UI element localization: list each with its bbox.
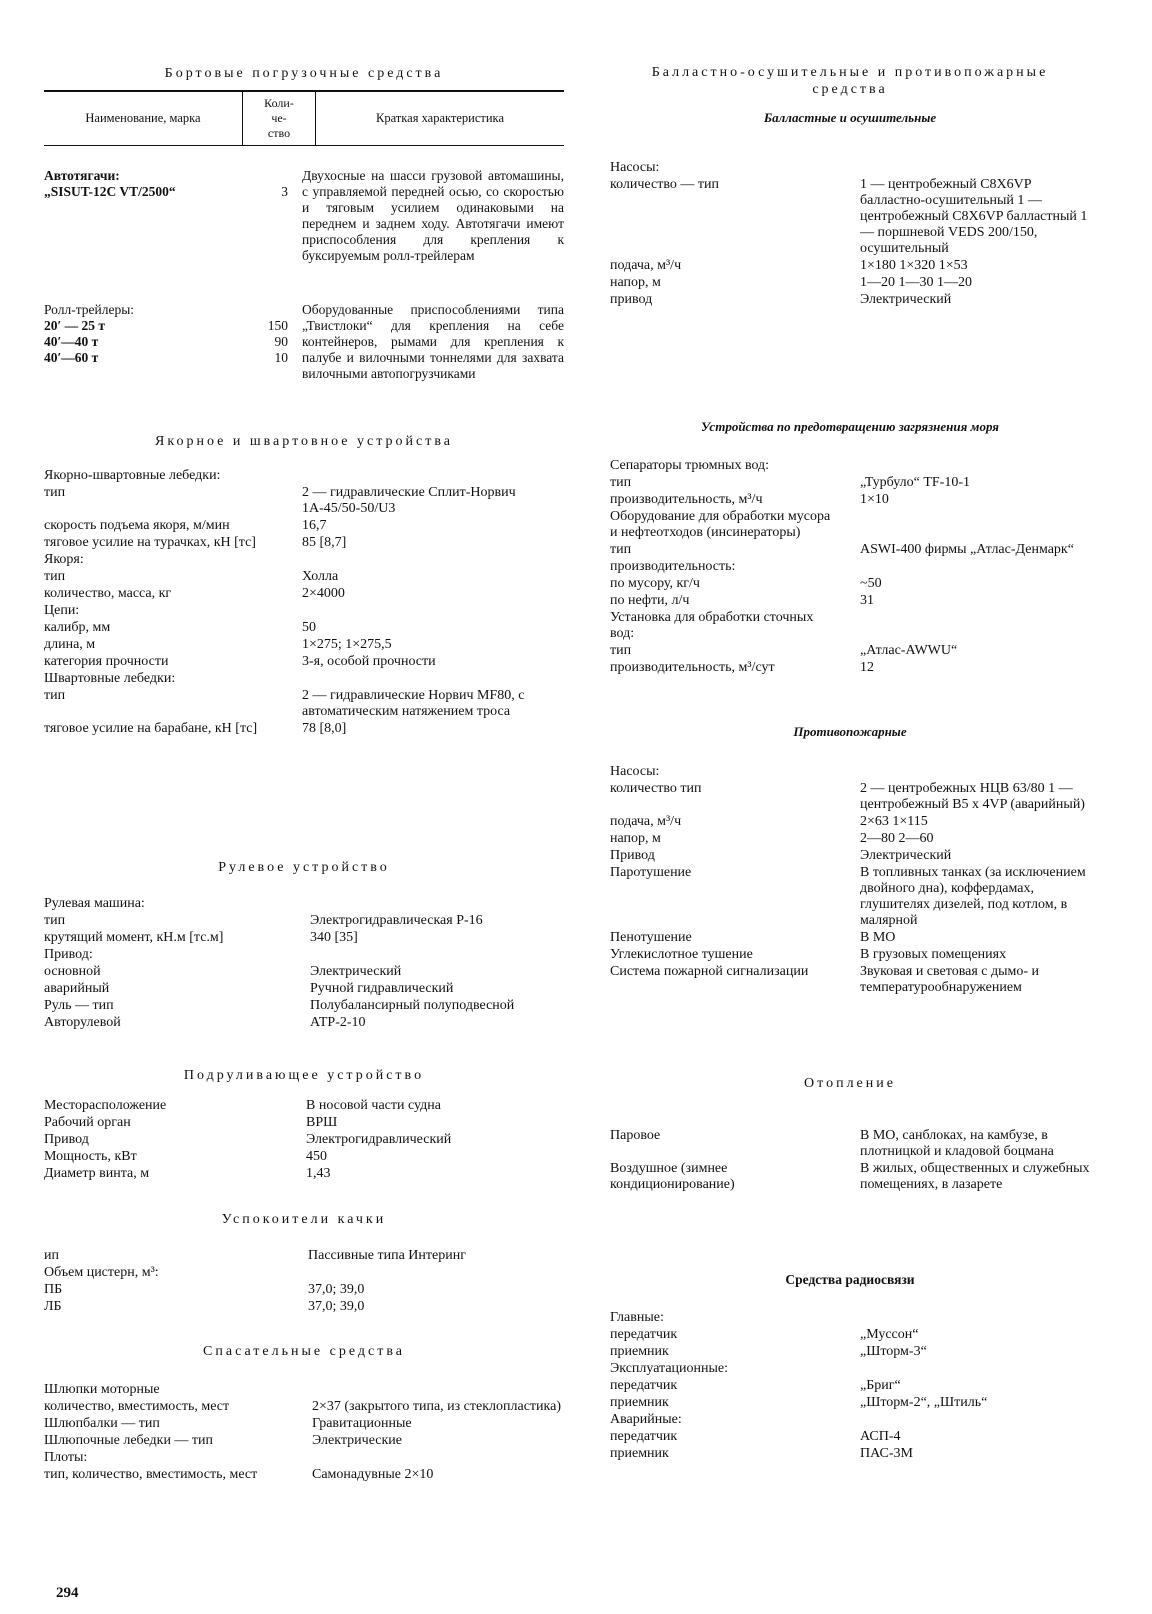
- spec-value: 2—80 2—60: [860, 831, 934, 846]
- spec-row: [44, 1166, 564, 1182]
- spec-value: Электрический: [860, 292, 952, 307]
- spec-label: Паровое: [610, 1128, 661, 1143]
- spec-row: [44, 603, 564, 619]
- spec-row: [610, 559, 1090, 575]
- spec-row: [610, 475, 1090, 491]
- spec-value: „Шторм-3“: [860, 1344, 927, 1359]
- spec-row: [44, 1399, 564, 1415]
- spec-label: Установка для обработки сточных вод:: [610, 610, 814, 641]
- rescue-rows: [44, 1382, 564, 1483]
- stabilizers-rows: [44, 1248, 564, 1315]
- spec-value: Гравитационные: [312, 1416, 412, 1431]
- spec-row: [44, 1132, 564, 1148]
- spec-label: тип: [44, 913, 66, 928]
- spec-row: [44, 1467, 564, 1483]
- spec-label: количество тип: [610, 781, 702, 796]
- spec-value: 340 [35]: [310, 930, 358, 945]
- spec-row: [44, 569, 564, 585]
- spec-value: В топливных танках (за исключением двойного дна), коффердамах, глушителях дизелей, под котлом, в малярной: [860, 865, 1086, 928]
- spec-row: [610, 1446, 1090, 1462]
- spec-label: производительность, м³/сут: [610, 660, 775, 675]
- spec-value: „Бриг“: [860, 1378, 901, 1393]
- spec-row: [44, 1416, 564, 1432]
- spec-row: [44, 1015, 564, 1031]
- spec-row: [610, 781, 1090, 813]
- spec-row: [610, 576, 1090, 592]
- spec-row: [44, 468, 564, 484]
- section-title: Спасательные средства: [203, 1344, 405, 1359]
- row-label: Автотягачи:: [44, 168, 120, 183]
- spec-row: [610, 660, 1090, 676]
- spec-value: [860, 160, 1090, 176]
- anchor-section: [44, 434, 564, 738]
- spec-value: [860, 1412, 1090, 1428]
- spec-row: [44, 1248, 564, 1264]
- row-label: „SISUT-12C VT/2500“: [44, 184, 176, 199]
- section-title: Отопление: [804, 1076, 896, 1091]
- spec-row: [44, 998, 564, 1014]
- spec-value: 1×10: [860, 492, 889, 507]
- spec-label: Углекислотное тушение: [610, 947, 753, 962]
- spec-label: ип: [44, 1248, 59, 1263]
- section-title: Балластно-осушительные и противопожарные средства: [651, 65, 1049, 97]
- spec-label: Система пожарной сигнализации: [610, 964, 809, 979]
- spec-value: [860, 764, 1090, 780]
- spec-value: 2 — центробежных НЦВ 63/80 1 — центробежный B5 x 4VP (аварийный): [860, 781, 1085, 812]
- spec-value: Полубалансирный полуподвесной: [310, 998, 515, 1013]
- spec-row: [44, 485, 564, 517]
- spec-row: [44, 721, 564, 737]
- spec-row: [44, 552, 564, 568]
- table-header: Краткая характеристика: [316, 91, 565, 146]
- spec-value: [860, 509, 1090, 541]
- subsection-title: Устройства по предотвращению загрязнения моря: [701, 419, 999, 434]
- spec-value: 1×180 1×320 1×53: [860, 258, 968, 273]
- spec-label: подача, м³/ч: [610, 814, 682, 829]
- spec-value: [860, 559, 1090, 575]
- spec-row: [610, 492, 1090, 508]
- spec-label: приемник: [610, 1395, 669, 1410]
- spec-row: [610, 831, 1090, 847]
- spec-value: 2 — гидравлические Норвич MF80, с автоматическим натяжением троса: [302, 688, 525, 719]
- spec-label: Эксплуатационные:: [610, 1361, 729, 1376]
- spec-row: [610, 1310, 1090, 1326]
- spec-label: производительность, м³/ч: [610, 492, 763, 507]
- spec-label: тип, количество, вместимость, мест: [44, 1467, 258, 1482]
- spec-value: [302, 468, 564, 484]
- spec-label: передатчик: [610, 1429, 678, 1444]
- spec-row: [610, 458, 1090, 474]
- spec-label: Пенотушение: [610, 930, 692, 945]
- spec-value: В носовой части судна: [306, 1098, 441, 1113]
- spec-value: Холла: [302, 569, 339, 584]
- spec-label: Сепараторы трюмных вод:: [610, 458, 770, 473]
- spec-label: Диаметр винта, м: [44, 1166, 150, 1181]
- spec-value: ВРШ: [306, 1115, 338, 1130]
- spec-value: [860, 610, 1090, 642]
- spec-value: Электрогидравлический: [306, 1132, 452, 1147]
- spec-value: Электрический: [310, 964, 402, 979]
- steering-rows: [44, 896, 564, 1031]
- spec-label: тип: [610, 542, 632, 557]
- spec-label: Якоря:: [44, 552, 84, 567]
- spec-label: Плоты:: [44, 1450, 88, 1465]
- spec-value: 2 — гидравлические Сплит-Норвич 1А-45/50-50/U3: [302, 485, 516, 516]
- spec-value: Звуковая и световая с дымо- и температурообнаружением: [860, 964, 1040, 995]
- row-qty: 90: [274, 334, 288, 349]
- spec-label: категория прочности: [44, 654, 169, 669]
- spec-label: Рабочий орган: [44, 1115, 131, 1130]
- spec-label: тип: [44, 569, 66, 584]
- spec-row: [610, 1344, 1090, 1360]
- spec-row: [44, 1098, 564, 1114]
- spec-value: 1×275; 1×275,5: [302, 637, 392, 652]
- spec-value: „Шторм-2“, „Штиль“: [860, 1395, 988, 1410]
- spec-label: по мусору, кг/ч: [610, 576, 700, 591]
- spec-label: тип: [610, 643, 632, 658]
- spec-value: ~50: [860, 576, 882, 591]
- spec-label: приемник: [610, 1446, 669, 1461]
- row-desc: Оборудованные приспособлениями типа „Твистлоки“ для крепления на себе контейнеров, рымами для крепления к палубе и вилочными тоннелями для захвата вилочными автопогрузчиками: [302, 302, 564, 381]
- spec-label: передатчик: [610, 1327, 678, 1342]
- table-header: Наименование, марка: [44, 91, 243, 146]
- spec-value: 37,0; 39,0: [308, 1299, 365, 1314]
- spec-value: 16,7: [302, 518, 327, 533]
- spec-label: количество, вместимость, мест: [44, 1399, 230, 1414]
- spec-value: 450: [306, 1149, 327, 1164]
- spec-value: 1,43: [306, 1166, 331, 1181]
- spec-row: [610, 1395, 1090, 1411]
- row-qty: 10: [274, 350, 288, 365]
- spec-value: Ручной гидравлический: [310, 981, 454, 996]
- spec-label: Рулевая машина:: [44, 896, 145, 911]
- spec-label: по нефти, л/ч: [610, 593, 690, 608]
- spec-label: производительность:: [610, 559, 736, 574]
- ballast-rows: [610, 160, 1090, 309]
- spec-row: [610, 542, 1090, 558]
- spec-row: [610, 258, 1090, 274]
- section-title: Рулевое устройство: [218, 860, 390, 875]
- section-title: Якорное и швартовное устройства: [155, 434, 453, 449]
- spec-label: Цепи:: [44, 603, 80, 618]
- spec-row: [44, 1115, 564, 1131]
- spec-value: Пассивные типа Интеринг: [308, 1248, 466, 1263]
- spec-label: Главные:: [610, 1310, 664, 1325]
- spec-value: „Турбуло“ TF-10-1: [860, 475, 971, 490]
- spec-label: ЛБ: [44, 1299, 62, 1314]
- radio-rows: [610, 1310, 1090, 1463]
- stabilizers-section: [44, 1212, 564, 1316]
- spec-value: 85 [8,7]: [302, 535, 347, 550]
- spec-row: [44, 913, 564, 929]
- spec-label: тип: [44, 688, 66, 703]
- spec-row: [610, 509, 1090, 541]
- spec-value: В жилых, общественных и служебных помещениях, в лазарете: [860, 1161, 1090, 1192]
- spec-row: [44, 947, 564, 963]
- spec-label: тип: [44, 485, 66, 500]
- spec-label: Привод: [610, 848, 655, 863]
- spec-label: Привод:: [44, 947, 93, 962]
- spec-value: ASWI-400 фирмы „Атлас-Денмарк“: [860, 542, 1074, 557]
- spec-row: [44, 930, 564, 946]
- spec-label: приемник: [610, 1344, 669, 1359]
- spec-value: Электрогидравлическая Р-16: [310, 913, 483, 928]
- spec-label: тяговое усилие на турачках, кН [тс]: [44, 535, 256, 550]
- spec-label: Привод: [44, 1132, 89, 1147]
- section-title: Бортовые погрузочные средства: [164, 66, 444, 81]
- spec-label: Шлюпочные лебедки — тип: [44, 1433, 214, 1448]
- spec-value: [860, 458, 1090, 474]
- spec-value: [302, 671, 564, 687]
- spec-label: основной: [44, 964, 101, 979]
- spec-row: [610, 814, 1090, 830]
- thruster-rows: [44, 1098, 564, 1182]
- section-title: Средства радиосвязи: [785, 1272, 915, 1287]
- spec-value: „Муссон“: [860, 1327, 919, 1342]
- spec-row: [44, 964, 564, 980]
- spec-value: [312, 1450, 564, 1466]
- spec-value: [302, 603, 564, 619]
- spec-label: количество — тип: [610, 177, 719, 192]
- spec-label: напор, м: [610, 275, 661, 290]
- spec-value: 78 [8,0]: [302, 721, 347, 736]
- spec-row: [610, 1361, 1090, 1377]
- table-header: Коли- че- ство: [243, 91, 316, 146]
- spec-label: подача, м³/ч: [610, 258, 682, 273]
- spec-row: [44, 1299, 564, 1315]
- spec-label: тяговое усилие на барабане, кН [тс]: [44, 721, 258, 736]
- spec-value: 31: [860, 593, 874, 608]
- spec-row: [610, 593, 1090, 609]
- spec-value: 1 — центробежный C8X6VP балластно-осушительный 1 — центробежный C8X6VP балластный 1 — поршневой VEDS 200/150, осушительный: [860, 177, 1088, 256]
- spec-label: Якорно-швартовные лебедки:: [44, 468, 221, 483]
- spec-label: Авторулевой: [44, 1015, 121, 1030]
- spec-row: [44, 637, 564, 653]
- spec-value: АТР-2-10: [310, 1015, 366, 1030]
- spec-value: Электрические: [312, 1433, 402, 1448]
- spec-label: скорость подъема якоря, м/мин: [44, 518, 230, 533]
- spec-row: [44, 535, 564, 551]
- spec-row: [44, 1433, 564, 1449]
- spec-value: [310, 896, 564, 912]
- spec-row: [610, 764, 1090, 780]
- spec-row: [44, 1265, 564, 1281]
- section-title: Подруливающее устройство: [183, 1068, 425, 1083]
- fire-rows: [610, 764, 1090, 997]
- spec-value: В МО: [860, 930, 896, 945]
- spec-value: [310, 947, 564, 963]
- spec-label: аварийный: [44, 981, 110, 996]
- spec-row: [610, 292, 1090, 308]
- spec-row: [44, 1149, 564, 1165]
- subsection-title: Балластные и осушительные: [763, 110, 937, 125]
- spec-row: [44, 518, 564, 534]
- spec-value: 2×37 (закрытого типа, из стеклопластика): [312, 1399, 561, 1414]
- page-number: 294: [56, 1585, 79, 1601]
- spec-value: 12: [860, 660, 874, 675]
- spec-label: Швартовные лебедки:: [44, 671, 176, 686]
- spec-value: „Атлас-AWWU“: [860, 643, 958, 658]
- spec-label: Паротушение: [610, 865, 692, 880]
- spec-value: [312, 1382, 564, 1398]
- thruster-section: [44, 1068, 564, 1183]
- spec-row: [44, 688, 564, 720]
- spec-value: 1—20 1—30 1—20: [860, 275, 972, 290]
- spec-row: [610, 1412, 1090, 1428]
- spec-row: [610, 1429, 1090, 1445]
- spec-row: [610, 1327, 1090, 1343]
- spec-label: калибр, мм: [44, 620, 111, 635]
- spec-row: [610, 848, 1090, 864]
- spec-value: 37,0; 39,0: [308, 1282, 365, 1297]
- spec-label: Шлюпбалки — тип: [44, 1416, 160, 1431]
- row-label: 40′—40 т: [44, 334, 99, 349]
- spec-label: Руль — тип: [44, 998, 114, 1013]
- spec-label: Шлюпки моторные: [44, 1382, 160, 1397]
- spec-row: [44, 671, 564, 687]
- spec-label: привод: [610, 292, 653, 307]
- spec-value: ПАС-3М: [860, 1446, 913, 1461]
- spec-label: Воздушное (зимнее кондиционирование): [610, 1161, 735, 1192]
- spec-label: Насосы:: [610, 160, 660, 175]
- spec-row: [44, 981, 564, 997]
- spec-label: ПБ: [44, 1282, 63, 1297]
- spec-value: Электрический: [860, 848, 952, 863]
- loading-table: [44, 90, 564, 146]
- steering-section: [44, 860, 564, 1032]
- spec-row: [610, 964, 1090, 996]
- spec-row: [610, 865, 1090, 929]
- spec-value: [302, 552, 564, 568]
- spec-value: [308, 1265, 564, 1281]
- spec-label: количество, масса, кг: [44, 586, 172, 601]
- spec-label: крутящий момент, кН.м [тс.м]: [44, 930, 224, 945]
- spec-row: [610, 160, 1090, 176]
- spec-value: Самонадувные 2×10: [312, 1467, 434, 1482]
- spec-row: [610, 930, 1090, 946]
- row-desc: Двухосные на шасси грузовой автомашины, с управляемой передней осью, со скоростью и тяговым усилием одинаковыми на переднем и заднем ходу. Автотягачи имеют приспособления для крепления к буксируемым ролл-трейлерам: [302, 168, 564, 263]
- spec-label: Аварийные:: [610, 1412, 682, 1427]
- spec-row: [610, 1378, 1090, 1394]
- spec-row: [610, 947, 1090, 963]
- spec-row: [44, 1282, 564, 1298]
- spec-label: Мощность, кВт: [44, 1149, 137, 1164]
- spec-value: АСП-4: [860, 1429, 901, 1444]
- heating-rows: [610, 1128, 1090, 1194]
- subsection-title: Противопожарные: [793, 724, 907, 739]
- spec-label: напор, м: [610, 831, 661, 846]
- spec-row: [44, 654, 564, 670]
- spec-label: Месторасположение: [44, 1098, 167, 1113]
- row-label: 40′—60 т: [44, 350, 99, 365]
- ballast-header: [650, 64, 1050, 126]
- spec-value: 2×4000: [302, 586, 345, 601]
- anchor-rows: [44, 468, 564, 737]
- spec-label: Насосы:: [610, 764, 660, 779]
- spec-row: [610, 610, 1090, 642]
- spec-value: 50: [302, 620, 316, 635]
- spec-value: В МО, санблоках, на камбузе, в плотницкой и кладовой боцмана: [860, 1128, 1054, 1159]
- spec-label: Объем цистерн, м³:: [44, 1265, 159, 1280]
- spec-value: 3-я, особой прочности: [302, 654, 436, 669]
- spec-label: Оборудование для обработки мусора и нефтеотходов (инсинераторы): [610, 509, 831, 540]
- row-qty: 3: [281, 184, 288, 199]
- spec-value: В грузовых помещениях: [860, 947, 1007, 962]
- spec-row: [610, 1161, 1090, 1193]
- spec-label: длина, м: [44, 637, 96, 652]
- pollution-rows: [610, 458, 1090, 677]
- spec-label: передатчик: [610, 1378, 678, 1393]
- spec-row: [610, 177, 1090, 257]
- loading-section: [44, 66, 564, 146]
- spec-row: [44, 896, 564, 912]
- spec-value: 2×63 1×115: [860, 814, 928, 829]
- spec-row: [44, 620, 564, 636]
- spec-row: [44, 1382, 564, 1398]
- spec-row: [610, 643, 1090, 659]
- spec-value: [860, 1310, 1090, 1326]
- rescue-section: [44, 1344, 564, 1484]
- row-label: Ролл-трейлеры:: [44, 302, 135, 317]
- spec-row: [610, 275, 1090, 291]
- spec-row: [44, 586, 564, 602]
- spec-label: тип: [610, 475, 632, 490]
- section-title: Успокоители качки: [221, 1212, 387, 1227]
- spec-row: [44, 1450, 564, 1466]
- spec-value: [860, 1361, 1090, 1377]
- row-qty: 150: [267, 318, 288, 333]
- spec-row: [610, 1128, 1090, 1160]
- row-label: 20′ — 25 т: [44, 318, 106, 333]
